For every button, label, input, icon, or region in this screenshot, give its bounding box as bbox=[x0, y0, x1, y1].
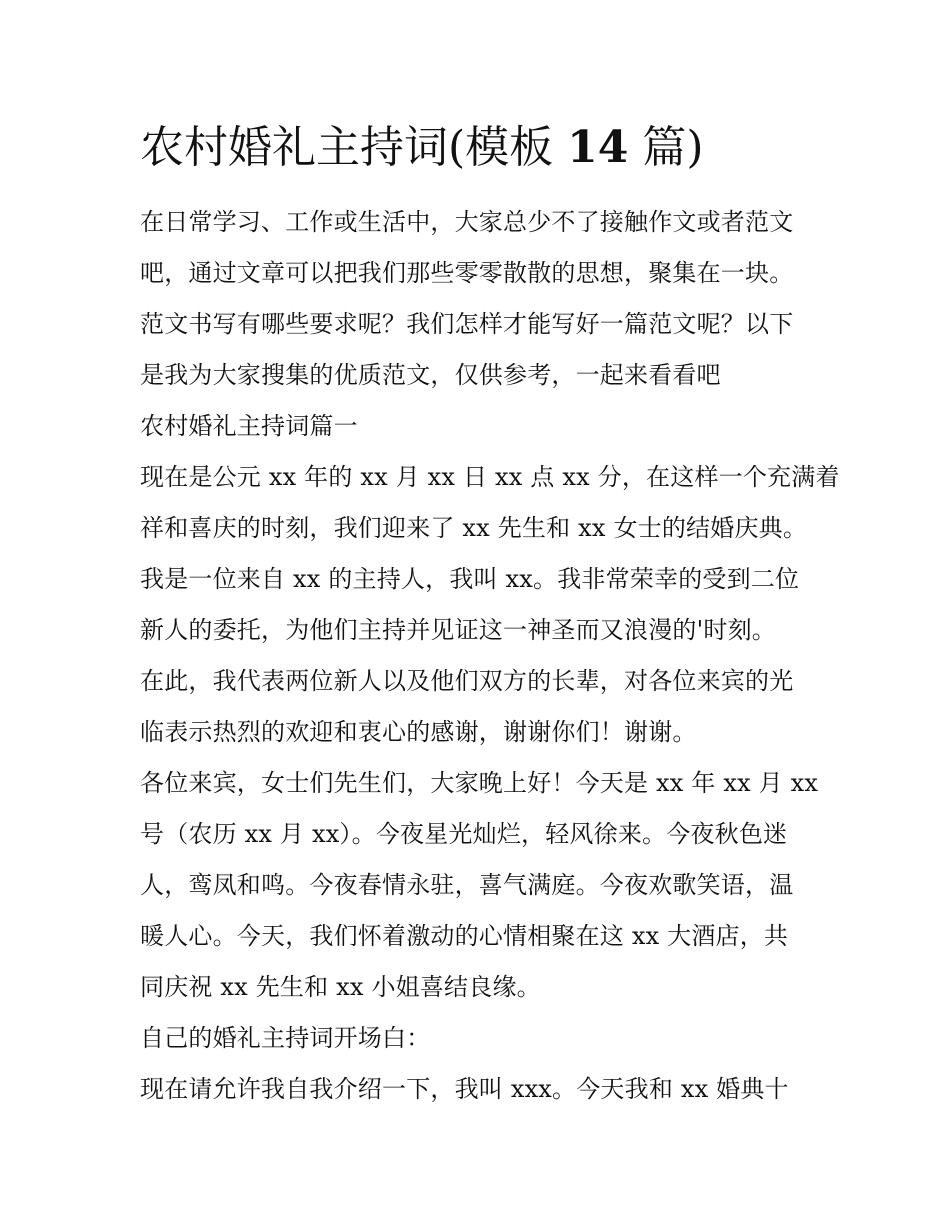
document-title bbox=[140, 118, 820, 178]
text-line: 吧，通过文章可以把我们那些零零散散的思想，聚集在一块。 bbox=[140, 259, 794, 287]
text-line: 临表示热烈的欢迎和衷心的感谢，谢谢你们！谢谢。 bbox=[140, 718, 697, 746]
text-line: 暖人心。今天，我们怀着激动的心情相聚在这 xx 大酒店，共 bbox=[140, 922, 789, 950]
text-line: 新人的委托，为他们主持并见证这一神圣而又浪漫的'时刻。 bbox=[140, 616, 776, 644]
text-line: 现在是公元 xx 年的 xx 月 xx 日 xx 点 xx 分，在这样一个充满着 bbox=[140, 463, 840, 491]
title-number: 14 bbox=[567, 122, 629, 173]
text-line: 在此，我代表两位新人以及他们双方的长辈，对各位来宾的光 bbox=[140, 667, 794, 695]
title-prefix: 农村婚礼主持词(模板 bbox=[140, 122, 568, 173]
text-line: 各位来宾，女士们先生们，大家晚上好！今天是 xx 年 xx 月 xx bbox=[140, 769, 819, 797]
text-line: 现在请允许我自我介绍一下，我叫 xxx。今天我和 xx 婚典十 bbox=[140, 1075, 789, 1103]
text-line: 同庆祝 xx 先生和 xx 小姐喜结良缘。 bbox=[140, 973, 541, 1001]
text-line: 范文书写有哪些要求呢？我们怎样才能写好一篇范文呢？以下 bbox=[140, 310, 794, 338]
text-line: 我是一位来自 xx 的主持人，我叫 xx。我非常荣幸的受到二位 bbox=[140, 565, 800, 593]
text-line: 是我为大家搜集的优质范文，仅供参考，一起来看看吧 bbox=[140, 361, 721, 389]
text-line: 祥和喜庆的时刻，我们迎来了 xx 先生和 xx 女士的结婚庆典。 bbox=[140, 514, 808, 542]
section-heading: 农村婚礼主持词篇一 bbox=[140, 412, 358, 440]
title-suffix: 篇) bbox=[628, 122, 704, 173]
text-line: 人，鸾凤和鸣。今夜春情永驻，喜气满庭。今夜欢歌笑语，温 bbox=[140, 871, 794, 899]
text-line: 在日常学习、工作或生活中，大家总少不了接触作文或者范文 bbox=[140, 208, 794, 236]
section-heading: 自己的婚礼主持词开场白： bbox=[140, 1024, 431, 1052]
text-line: 号（农历 xx 月 xx）。今夜星光灿烂，轻风徐来。今夜秋色迷 bbox=[140, 820, 788, 848]
